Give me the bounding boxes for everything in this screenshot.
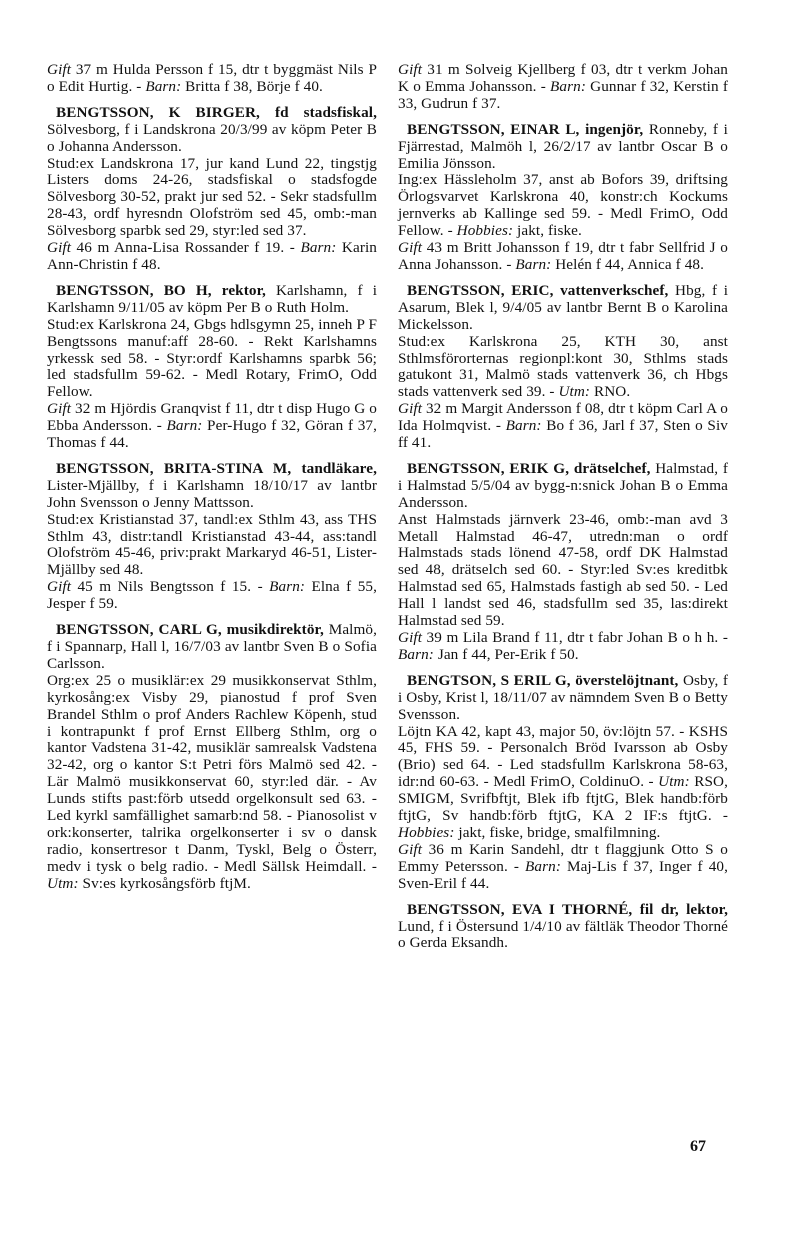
directory-entry <box>47 283 377 452</box>
directory-entry <box>47 461 377 613</box>
entry-paragraph <box>47 317 377 402</box>
entry-intro: Hbg, f i Asarum, Blek l, 9/4/05 av lantbr Bernt B o Karolina Mickelsson. <box>398 281 729 333</box>
directory-entry <box>398 673 728 893</box>
entry-paragraph <box>398 334 728 402</box>
entry-text: Jan f 44, Per-Erik f 50. <box>433 645 579 663</box>
entry-heading <box>398 283 728 334</box>
entry-title: fil dr, lektor, <box>632 900 728 918</box>
section-label: Gift <box>47 61 72 78</box>
entry-paragraph <box>398 512 728 630</box>
directory-entry <box>398 283 728 452</box>
entry-paragraph <box>47 579 377 613</box>
left-column <box>47 62 377 902</box>
entry-text: Org:ex 25 o musiklär:ex 29 musikkonservat Sthlm, kyrkosång:ex Visby 29, pianostud f prof Sven Brandel Sthlm o prof Anders Rachlew Köpenh, stud i kontrapunkt f prof Ernst Ellberg Sthlm, org o kantor Vadstena 31-42, musiklär samrealsk Vadstena 32-42, org o kantor S:t Petri förs Malmö sed 42. - Lär Malmö musikkonservat 60, styr:led där. - Av Lunds stifts past:förb utsedd orgelkonsult sed 63. - Led kyrkl samfällighet samarb:nd 58. - Pianosolist v ork:konserter, talrika orgelkonserter i sv o dansk radio, konsertresor t Danm, Tyskl, Belg o Österr, medv i tysk o belg radio. - Medl Sällsk Heimdall. - <box>47 671 377 875</box>
entry-text: Maj-Lis f 37, Inger f 40, Sven-Eril f 44. <box>398 857 728 892</box>
section-label: Barn: <box>505 417 542 435</box>
entry-text: Bo f 36, Jarl f 37, Sten o Siv ff 41. <box>398 417 728 452</box>
entry-text: 36 m Karin Sandehl, dtr t flaggjunk Otto S o Emmy Petersson. - <box>398 840 728 875</box>
entry-paragraph <box>398 240 728 274</box>
entry-text: Anst Halmstads järnverk 23-46, omb:-man avd 3 Metall Halmstad 46-47, utredn:man o ordf Halmstads stads lönend 47-58, ordf DK Halmstad sed 48, drätselch sed 60. - Styr:led Sv:es kreditbk Halmstad sed 65, Halmstads fastigh ab sed 50. - Led Hall l landst sed 46, stadsfullm sed 35, las:direkt Halmstad sed 59. <box>398 510 728 630</box>
section-label: Barn: <box>145 77 182 95</box>
entry-paragraph <box>47 240 377 274</box>
entry-text: RNO. <box>590 383 631 401</box>
entry-text: Stud:ex Kristianstad 37, tandl:ex Sthlm 43, ass THS Sthlm 43, distr:tandl Kristianstad 43-44, ass:tandl Olofström 45-46, priv:prakt Markaryd 46-51, Lister-Mjällby sed 48. <box>47 510 377 579</box>
entry-title: ingenjör, <box>579 120 644 138</box>
entry-name: BENGTSSON, K BIRGER, <box>56 103 260 121</box>
entry-title: fd stadsfiskal, <box>259 103 377 121</box>
directory-entry <box>47 622 377 893</box>
section-label: Barn: <box>515 255 552 273</box>
entry-paragraph <box>47 62 377 96</box>
entry-intro: Ronneby, f i Fjärrestad, Malmöh l, 26/2/17 av lantbr Oscar B o Emilia Jönsson. <box>398 120 728 172</box>
section-label: Gift <box>47 239 72 257</box>
entry-text: 32 m Margit Andersson f 08, dtr t köpm Carl A o Ida Holmqvist. - <box>398 400 728 435</box>
section-label: Barn: <box>550 77 586 95</box>
entry-intro: Lister-Mjällby, f i Karlshamn 18/10/17 av lantbr John Svensson o Jenny Mattsson. <box>47 476 377 511</box>
entry-name: BENGTSON, S ERIL G, <box>407 671 571 689</box>
entry-intro: Lund, f i Östersund 1/4/10 av fältläk Theodor Thorné o Gerda Eksandh. <box>398 917 728 952</box>
entry-title: vattenverkschef, <box>553 281 669 299</box>
entry-title: överstelöjtnant, <box>570 671 679 689</box>
entry-intro: Malmö, f i Spannarp, Hall l, 16/7/03 av lantbr Sven B o Sofia Carlsson. <box>47 621 377 672</box>
entry-text: Per-Hugo f 32, Göran f 37, Thomas f 44. <box>47 417 377 452</box>
section-label: Utm: <box>47 874 79 892</box>
entry-name: BENGTSSON, ERIC, <box>407 281 554 299</box>
entry-text: 45 m Nils Bengtsson f 15. - <box>71 578 270 596</box>
entry-text: Stud:ex Landskrona 17, jur kand Lund 22, tingstjg Listers doms 24-26, stadsfiskal o stadsfogde Sölvesborg 30-52, prakt jur sed 52. - Sekr stadsfullm 28-43, ordf hyresndn Olofström sed 45, omb:-man Sölvesborg sparbk sed 29, styr:led sed 37. <box>47 154 377 240</box>
entry-name: BENGTSSON, BRITA-STINA M, <box>56 459 292 477</box>
directory-entry <box>398 62 728 113</box>
entry-title: musikdirektör, <box>221 621 324 639</box>
section-label: Barn: <box>269 578 306 596</box>
entry-name: BENGTSSON, CARL G, <box>56 621 222 639</box>
entry-heading <box>47 105 377 156</box>
directory-entry <box>398 461 728 664</box>
entry-intro: Sölvesborg, f i Landskrona 20/3/99 av köpm Peter B o Johanna Andersson. <box>47 120 377 155</box>
directory-entry <box>47 105 377 274</box>
section-label: Gift <box>398 840 423 858</box>
section-label: Gift <box>398 61 423 78</box>
section-label: Gift <box>398 629 423 646</box>
entry-paragraph <box>47 401 377 452</box>
entry-text: Löjtn KA 42, kapt 43, major 50, öv:löjtn 57. - KSHS 45, FHS 59. - Personalch Bröd Ivarsson ab Osby (Brio) sed 64. - Led stadsfullm Karlskrona 58-63, idr:nd 60-63. - Medl FrimO, ColdinuO. - <box>398 722 728 791</box>
entry-text: Britta f 38, Börje f 40. <box>181 77 323 95</box>
section-label: Gift <box>398 239 423 257</box>
entry-text: Gunnar f 32, Kerstin f 33, Gudrun f 37. <box>398 77 728 112</box>
entry-heading <box>47 622 377 673</box>
entry-text: 31 m Solveig Kjellberg f 03, dtr t verkm Johan K o Emma Johansson. - <box>398 61 728 95</box>
entry-intro: Halmstad, f i Halmstad 5/5/04 av bygg-n:snick Johan B o Emma Andersson. <box>398 459 729 511</box>
entry-heading <box>47 283 377 317</box>
entry-text: Sv:es kyrkosångsförb ftjM. <box>78 874 251 892</box>
entry-text: 46 m Anna-Lisa Rossander f 19. - <box>71 239 301 257</box>
entry-name: BENGTSSON, EINAR L, <box>407 120 580 138</box>
entry-paragraph <box>398 842 728 893</box>
entry-paragraph <box>47 156 377 241</box>
section-label: Barn: <box>166 417 203 435</box>
section-label: Hobbies: <box>398 823 455 841</box>
entry-name: BENGTSSON, BO H, <box>56 281 212 299</box>
right-column <box>398 62 728 961</box>
entry-heading <box>398 902 728 953</box>
entry-heading <box>398 461 728 512</box>
entry-text: Helén f 44, Annica f 48. <box>551 255 704 273</box>
section-label: Gift <box>398 400 423 418</box>
section-label: Utm: <box>658 773 690 791</box>
entry-name: BENGTSSON, EVA I THORNÉ, <box>407 900 633 918</box>
entry-text: jakt, fiske, bridge, smalfilmning. <box>454 823 661 841</box>
entry-name: BENGTSSON, ERIK G, <box>407 459 570 477</box>
entry-heading <box>398 122 728 173</box>
section-label: Gift <box>47 578 72 596</box>
entry-text: 39 m Lila Brand f 11, dtr t fabr Johan B o h h. - <box>422 629 728 646</box>
section-label: Barn: <box>300 239 337 257</box>
entry-title: drätselchef, <box>569 459 651 477</box>
entry-paragraph <box>398 724 728 842</box>
entry-text: RSO, SMIGM, Svrifbftjt, Blek ifb ftjtG, Blek handb:förb ftjtG, Sv handb:förb ftjtG, KA 2 IF:s ftjtG. - <box>398 773 728 825</box>
entry-text: Elna f 55, Jesper f 59. <box>47 578 377 613</box>
section-label: Hobbies: <box>456 222 514 240</box>
directory-entry <box>398 902 728 953</box>
entry-paragraph <box>398 172 728 240</box>
entry-paragraph <box>47 673 377 893</box>
section-label: Gift <box>47 400 72 418</box>
entry-text: jakt, fiske. <box>513 222 582 240</box>
entry-heading <box>47 461 377 512</box>
section-label: Barn: <box>525 857 561 875</box>
entry-paragraph <box>398 630 728 664</box>
section-label: Barn: <box>398 645 434 663</box>
entry-intro: Karlshamn, f i Karlshamn 9/11/05 av köpm Per B o Ruth Holm. <box>47 281 378 316</box>
directory-entry <box>398 122 728 274</box>
entry-text: 37 m Hulda Persson f 15, dtr t byggmäst Nils P o Edit Hurtig. - <box>47 61 377 95</box>
directory-entry <box>47 62 377 96</box>
entry-intro: Osby, f i Osby, Krist l, 18/11/07 av nämndem Sven B o Betty Svensson. <box>398 671 729 723</box>
entry-text: Stud:ex Karlskrona 24, Gbgs hdlsgymn 25, inneh P F Bengtssons manuf:aff 28-60. - Rekt Karlshamns yrkessk sed 58. - Styr:ordf Karlshamns sparbk 56; led stadsfullm 59-62. - Medl Rotary, FrimO, Odd Fellow. <box>47 315 377 401</box>
entry-title: tandläkare, <box>291 459 377 477</box>
entry-paragraph <box>398 62 728 113</box>
entry-text: Stud:ex Karlskrona 25, KTH 30, anst Sthlmsförorternas regionpl:kont 30, Sthlms stads gatukont 31, Malmö stads vattenverk 36, ch Hbgs stads vattenverk sed 39. - <box>398 332 728 401</box>
entry-text: Ing:ex Hässleholm 37, anst ab Bofors 39, driftsing Örlogsvarvet Karlskrona 40, konstr:ch Kockums jernverks ab Kallinge sed 59. - Medl FrimO, Odd Fellow. - <box>398 171 728 240</box>
entry-paragraph <box>398 401 728 452</box>
entry-text: 32 m Hjördis Granqvist f 11, dtr t disp Hugo G o Ebba Andersson. - <box>47 400 377 435</box>
section-label: Utm: <box>558 383 591 401</box>
entry-paragraph <box>47 512 377 580</box>
entry-text: Karin Ann-Christin f 48. <box>47 239 377 273</box>
page-number: 67 <box>690 1138 706 1155</box>
entry-title: rektor, <box>211 281 266 299</box>
entry-text: 43 m Britt Johansson f 19, dtr t fabr Sellfrid J o Anna Johansson. - <box>398 239 728 273</box>
entry-heading <box>398 673 728 724</box>
